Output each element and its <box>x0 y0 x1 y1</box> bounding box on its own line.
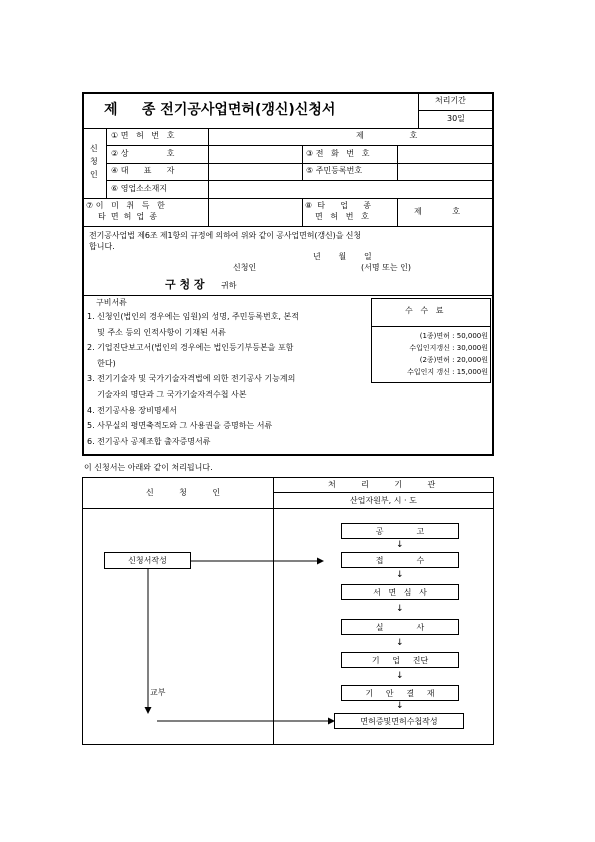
application-text-1: 전기공사업법 제6조 제1항의 규정에 의하여 위와 같이 공사업면허(갱신)을 신청 <box>89 231 362 240</box>
trade-name-label: ② 상 호 <box>111 149 175 158</box>
applicant-step-box: 신청서작성 <box>104 552 191 569</box>
date-line: 년 월 일 <box>313 252 372 261</box>
arrow-down-icon: ↓ <box>396 637 404 648</box>
process-step-box: 공 고 <box>341 523 459 539</box>
document-item: 기술자의 명단과 그 국가기술자격수첩 사본 <box>87 390 247 399</box>
representative-label: ④ 대 표 자 <box>111 166 175 175</box>
arrow-down-icon: ↓ <box>396 603 404 614</box>
phone-label: ③ 전 화 번 호 <box>306 149 370 158</box>
document-item: 1. 신청인(법인의 경우에는 임원)의 성명, 주민등록번호, 본적 <box>87 312 299 321</box>
process-step-box: 서 면 심 사 <box>341 584 459 600</box>
recipient: 구 청 장 <box>165 278 205 291</box>
other-license-value: 제 호 <box>414 207 460 216</box>
recipient-suffix: 귀하 <box>221 281 237 290</box>
processing-period-value: 30일 <box>447 114 465 123</box>
fee-item: 수입인지 갱신 : 15,000원 <box>407 368 488 376</box>
fee-item: (1종)면허 : 50,000원 <box>419 332 488 340</box>
documents-title: 구비서류 <box>96 298 127 307</box>
arrow-down-icon: ↓ <box>396 701 404 711</box>
applicant-side-label: 신 청 인 <box>90 144 98 179</box>
fee-title: 수 수 료 <box>405 306 444 315</box>
document-item: 및 주소 등의 인적사항이 기재된 서류 <box>87 327 226 337</box>
process-step-box: 실 사 <box>341 619 459 635</box>
process-step-box: 기 업 진단 <box>341 652 459 668</box>
office-address-label: ⑥ 영업소소재지 <box>111 184 168 193</box>
processing-period-label: 처리기간 <box>435 96 466 105</box>
license-number-label: ① 면 허 번 호 <box>111 131 175 140</box>
sign-note: (서명 또는 인) <box>361 263 411 272</box>
application-text-2: 합니다. <box>89 242 115 251</box>
form-title: 제 종 전기공사업면허(갱신)신청서 <box>104 102 336 118</box>
fee-item: 수입인지갱신 : 30,000원 <box>409 344 488 352</box>
document-item: 2. 기업진단보고서(법인의 경우에는 법인등기부등본을 포함 <box>87 343 294 353</box>
agency-subheader: 산업자원부, 시 · 도 <box>350 496 417 505</box>
document-item: 한다) <box>87 358 116 368</box>
other-license-label-1: ⑧ 타 업 종 <box>305 201 371 210</box>
document-item: 5. 사무실의 평면축적도와 그 사용권을 증명하는 서류 <box>87 421 273 431</box>
fee-item: (2종)면허 : 20,000원 <box>419 356 488 364</box>
applicant-header: 신 청 인 <box>146 488 221 497</box>
process-step-box: 기 안 결 재 <box>341 685 459 701</box>
document-item: 4. 전기공사용 장비명세서 <box>87 405 177 415</box>
applicant-sign-label: 신청인 <box>233 263 257 272</box>
arrow-down-icon: ↓ <box>396 670 404 681</box>
process-table <box>82 477 494 745</box>
document-item: 3. 전기기술자 및 국가기술자격법에 의한 전기공사 기능계의 <box>87 374 296 384</box>
agency-header: 처 리 기 관 <box>328 480 436 489</box>
process-step-box: 접 수 <box>341 552 459 568</box>
arrow-down-icon: ↓ <box>396 570 404 580</box>
resident-number-label: ⑤ 주민등록번호 <box>306 166 363 175</box>
process-intro: 이 신청서는 아래와 같이 처리됩니다. <box>84 463 213 472</box>
other-license-label-2: 면 허 번 호 <box>315 212 369 221</box>
delivery-label: 교부 <box>150 688 166 697</box>
acquired-license-label-2: 타 면 허 업 종 <box>98 212 157 221</box>
document-item: 6. 전기공사 공제조합 출자증명서류 <box>87 436 211 446</box>
acquired-license-label-1: ⑦ 이 미 취 득 한 <box>86 201 165 210</box>
arrow-down-icon: ↓ <box>396 539 404 550</box>
application-form <box>82 92 494 456</box>
process-step-box: 면허증및면허수첩작성 <box>334 713 464 729</box>
license-number-value: 제 호 <box>356 131 418 140</box>
